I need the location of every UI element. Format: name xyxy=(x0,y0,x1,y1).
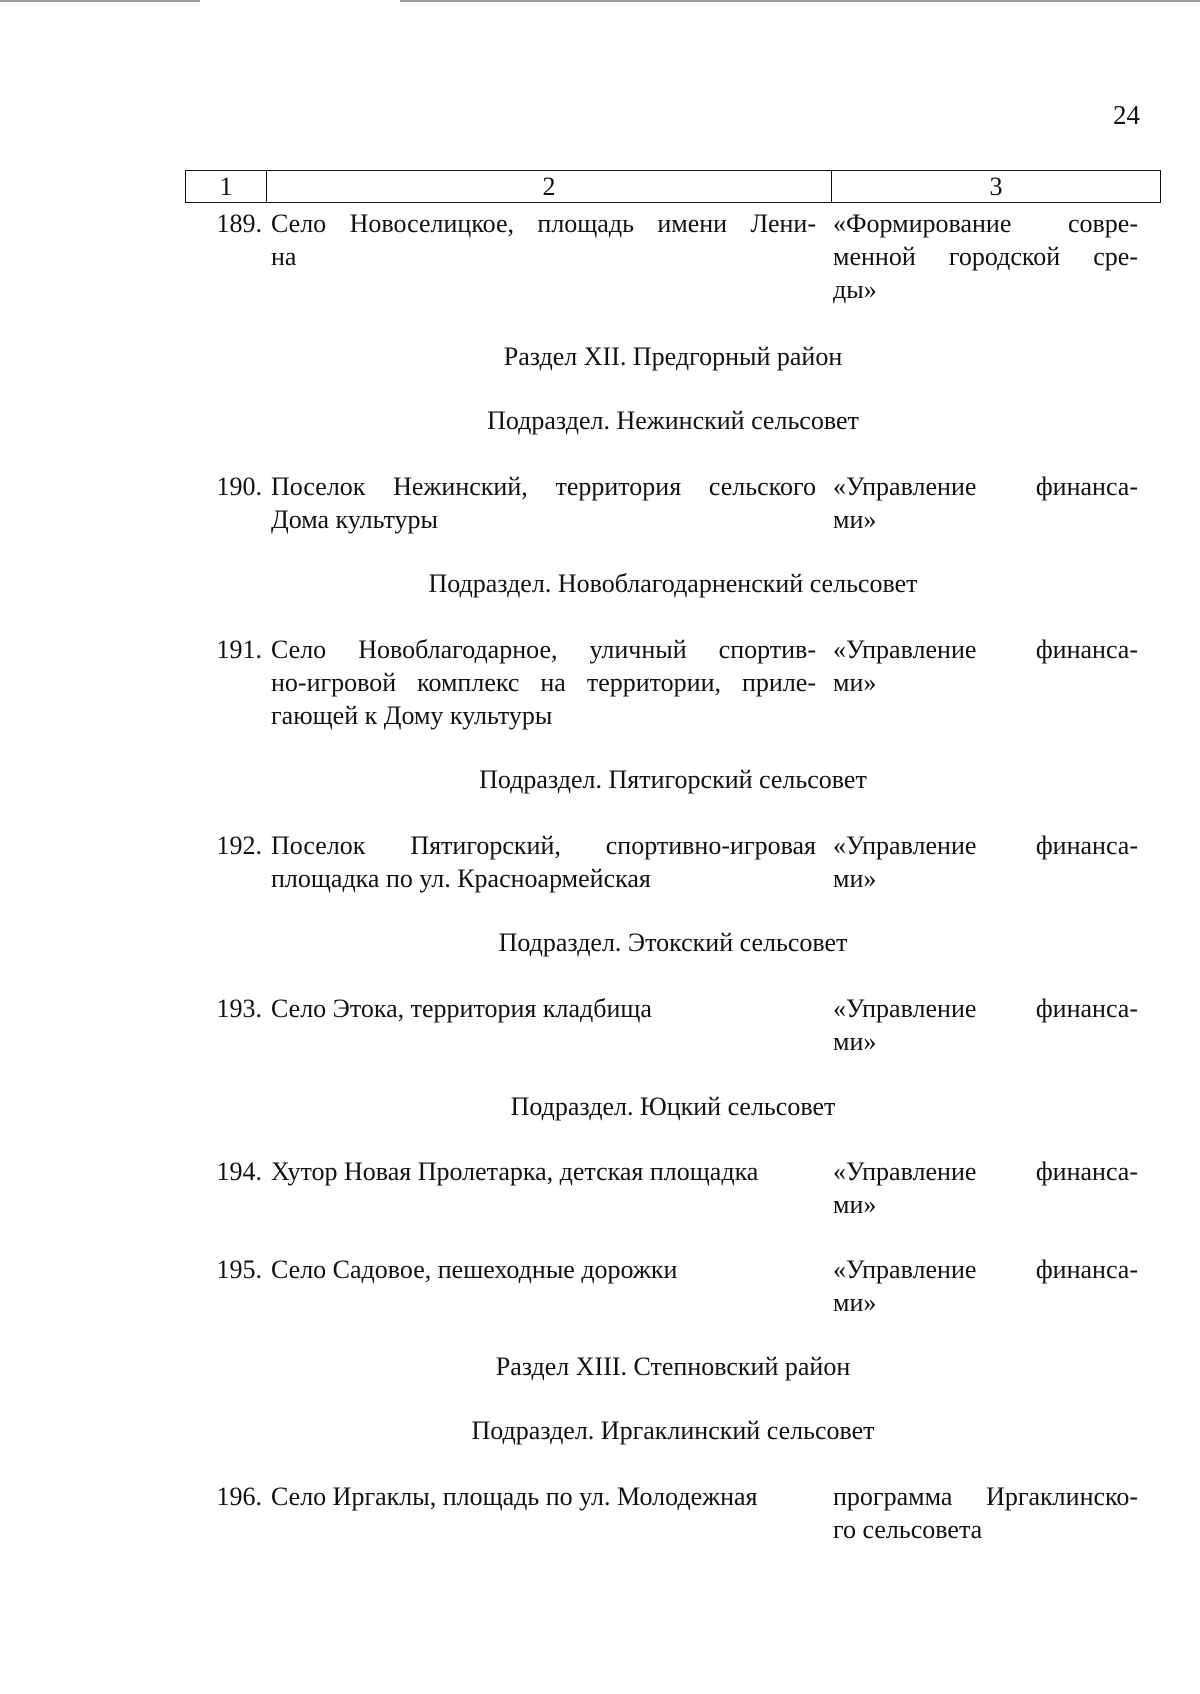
entry-number: 192. xyxy=(216,831,262,860)
place-line: Поселок Нежинский, территория сельского xyxy=(271,472,816,501)
subsection-heading: Подраздел. Пятигорский сельсовет xyxy=(479,765,867,794)
entry-place xyxy=(271,207,816,273)
program-line: «Управление финанса- xyxy=(833,994,1138,1023)
program-line: ми» xyxy=(833,1027,877,1056)
table-header-row xyxy=(185,170,1161,203)
subsection-heading: Подраздел. Юцкий сельсовет xyxy=(510,1092,836,1121)
entry-program xyxy=(833,633,1138,699)
program-line: «Управление финанса- xyxy=(833,1255,1138,1284)
place-line: Село Этока, территория кладбища xyxy=(271,994,652,1023)
program-line: «Управление финанса- xyxy=(833,1157,1138,1186)
header-cell-3: 3 xyxy=(989,171,1003,201)
program-line: ми» xyxy=(833,1288,877,1317)
entry-program xyxy=(833,1155,1138,1221)
header-cell-1: 1 xyxy=(186,171,267,202)
program-line: менной городской сре- xyxy=(833,242,1138,271)
place-line: Село Садовое, пешеходные дорожки xyxy=(271,1255,678,1284)
entry-place xyxy=(271,470,816,536)
place-line: Село Иргаклы, площадь по ул. Молодежная xyxy=(271,1482,758,1511)
entry-program xyxy=(833,1480,1138,1546)
entry-program xyxy=(833,470,1138,536)
entry-number: 193. xyxy=(216,994,262,1023)
place-line: но-игровой комплекс на территории, приле- xyxy=(271,668,816,697)
entry-program xyxy=(833,207,1138,306)
section-heading: Раздел XII. Предгорный район xyxy=(503,342,843,371)
scan-artifact-line xyxy=(400,0,1200,2)
place-line: Хутор Новая Пролетарка, детская площадка xyxy=(271,1157,759,1186)
entry-place xyxy=(271,992,816,1025)
program-line: го сельсовета xyxy=(833,1515,983,1544)
place-line: Поселок Пятигорский, спортивно-игровая xyxy=(271,831,816,860)
subsection-heading: Подраздел. Этокский сельсовет xyxy=(498,928,848,957)
entry-number: 196. xyxy=(216,1482,262,1511)
entry-place xyxy=(271,829,816,895)
program-line: ды» xyxy=(833,275,877,304)
subsection-heading: Подраздел. Иргаклинский сельсовет xyxy=(471,1416,875,1445)
place-line: Село Новоселицкое, площадь имени Лени- xyxy=(271,209,816,238)
entry-place xyxy=(271,1480,816,1513)
scan-artifact-line xyxy=(0,0,200,2)
header-cell-2: 2 xyxy=(267,171,832,202)
entry-program xyxy=(833,992,1138,1058)
entry-place xyxy=(271,633,816,732)
place-line: гающей к Дому культуры xyxy=(271,701,553,730)
place-line: Село Новоблагодарное, уличный спортив- xyxy=(271,635,816,664)
program-line: «Управление финанса- xyxy=(833,635,1138,664)
section-heading: Раздел XIII. Степновский район xyxy=(495,1352,851,1381)
entry-number: 194. xyxy=(216,1157,262,1186)
program-line: «Управление финанса- xyxy=(833,472,1138,501)
program-line: «Формирование совре- xyxy=(833,209,1138,238)
subsection-heading: Подраздел. Новоблагодарненский сельсовет xyxy=(428,569,918,598)
subsection-heading: Подраздел. Нежинский сельсовет xyxy=(487,406,859,435)
program-line: ми» xyxy=(833,505,877,534)
entry-number: 189. xyxy=(216,209,262,238)
program-line: ми» xyxy=(833,668,877,697)
program-line: ми» xyxy=(833,864,877,893)
entry-number: 191. xyxy=(216,635,262,664)
entry-place xyxy=(271,1155,816,1188)
entry-program xyxy=(833,1253,1138,1319)
place-line: площадка по ул. Красноармейская xyxy=(271,864,651,893)
page-number: 24 xyxy=(1113,100,1140,130)
place-line: на xyxy=(271,242,297,271)
entry-number: 195. xyxy=(216,1255,262,1284)
place-line: Дома культуры xyxy=(271,505,439,534)
program-line: программа Иргаклинско- xyxy=(833,1482,1138,1511)
entry-number: 190. xyxy=(216,472,262,501)
entry-program xyxy=(833,829,1138,895)
program-line: «Управление финанса- xyxy=(833,831,1138,860)
entry-place xyxy=(271,1253,816,1286)
program-line: ми» xyxy=(833,1190,877,1219)
